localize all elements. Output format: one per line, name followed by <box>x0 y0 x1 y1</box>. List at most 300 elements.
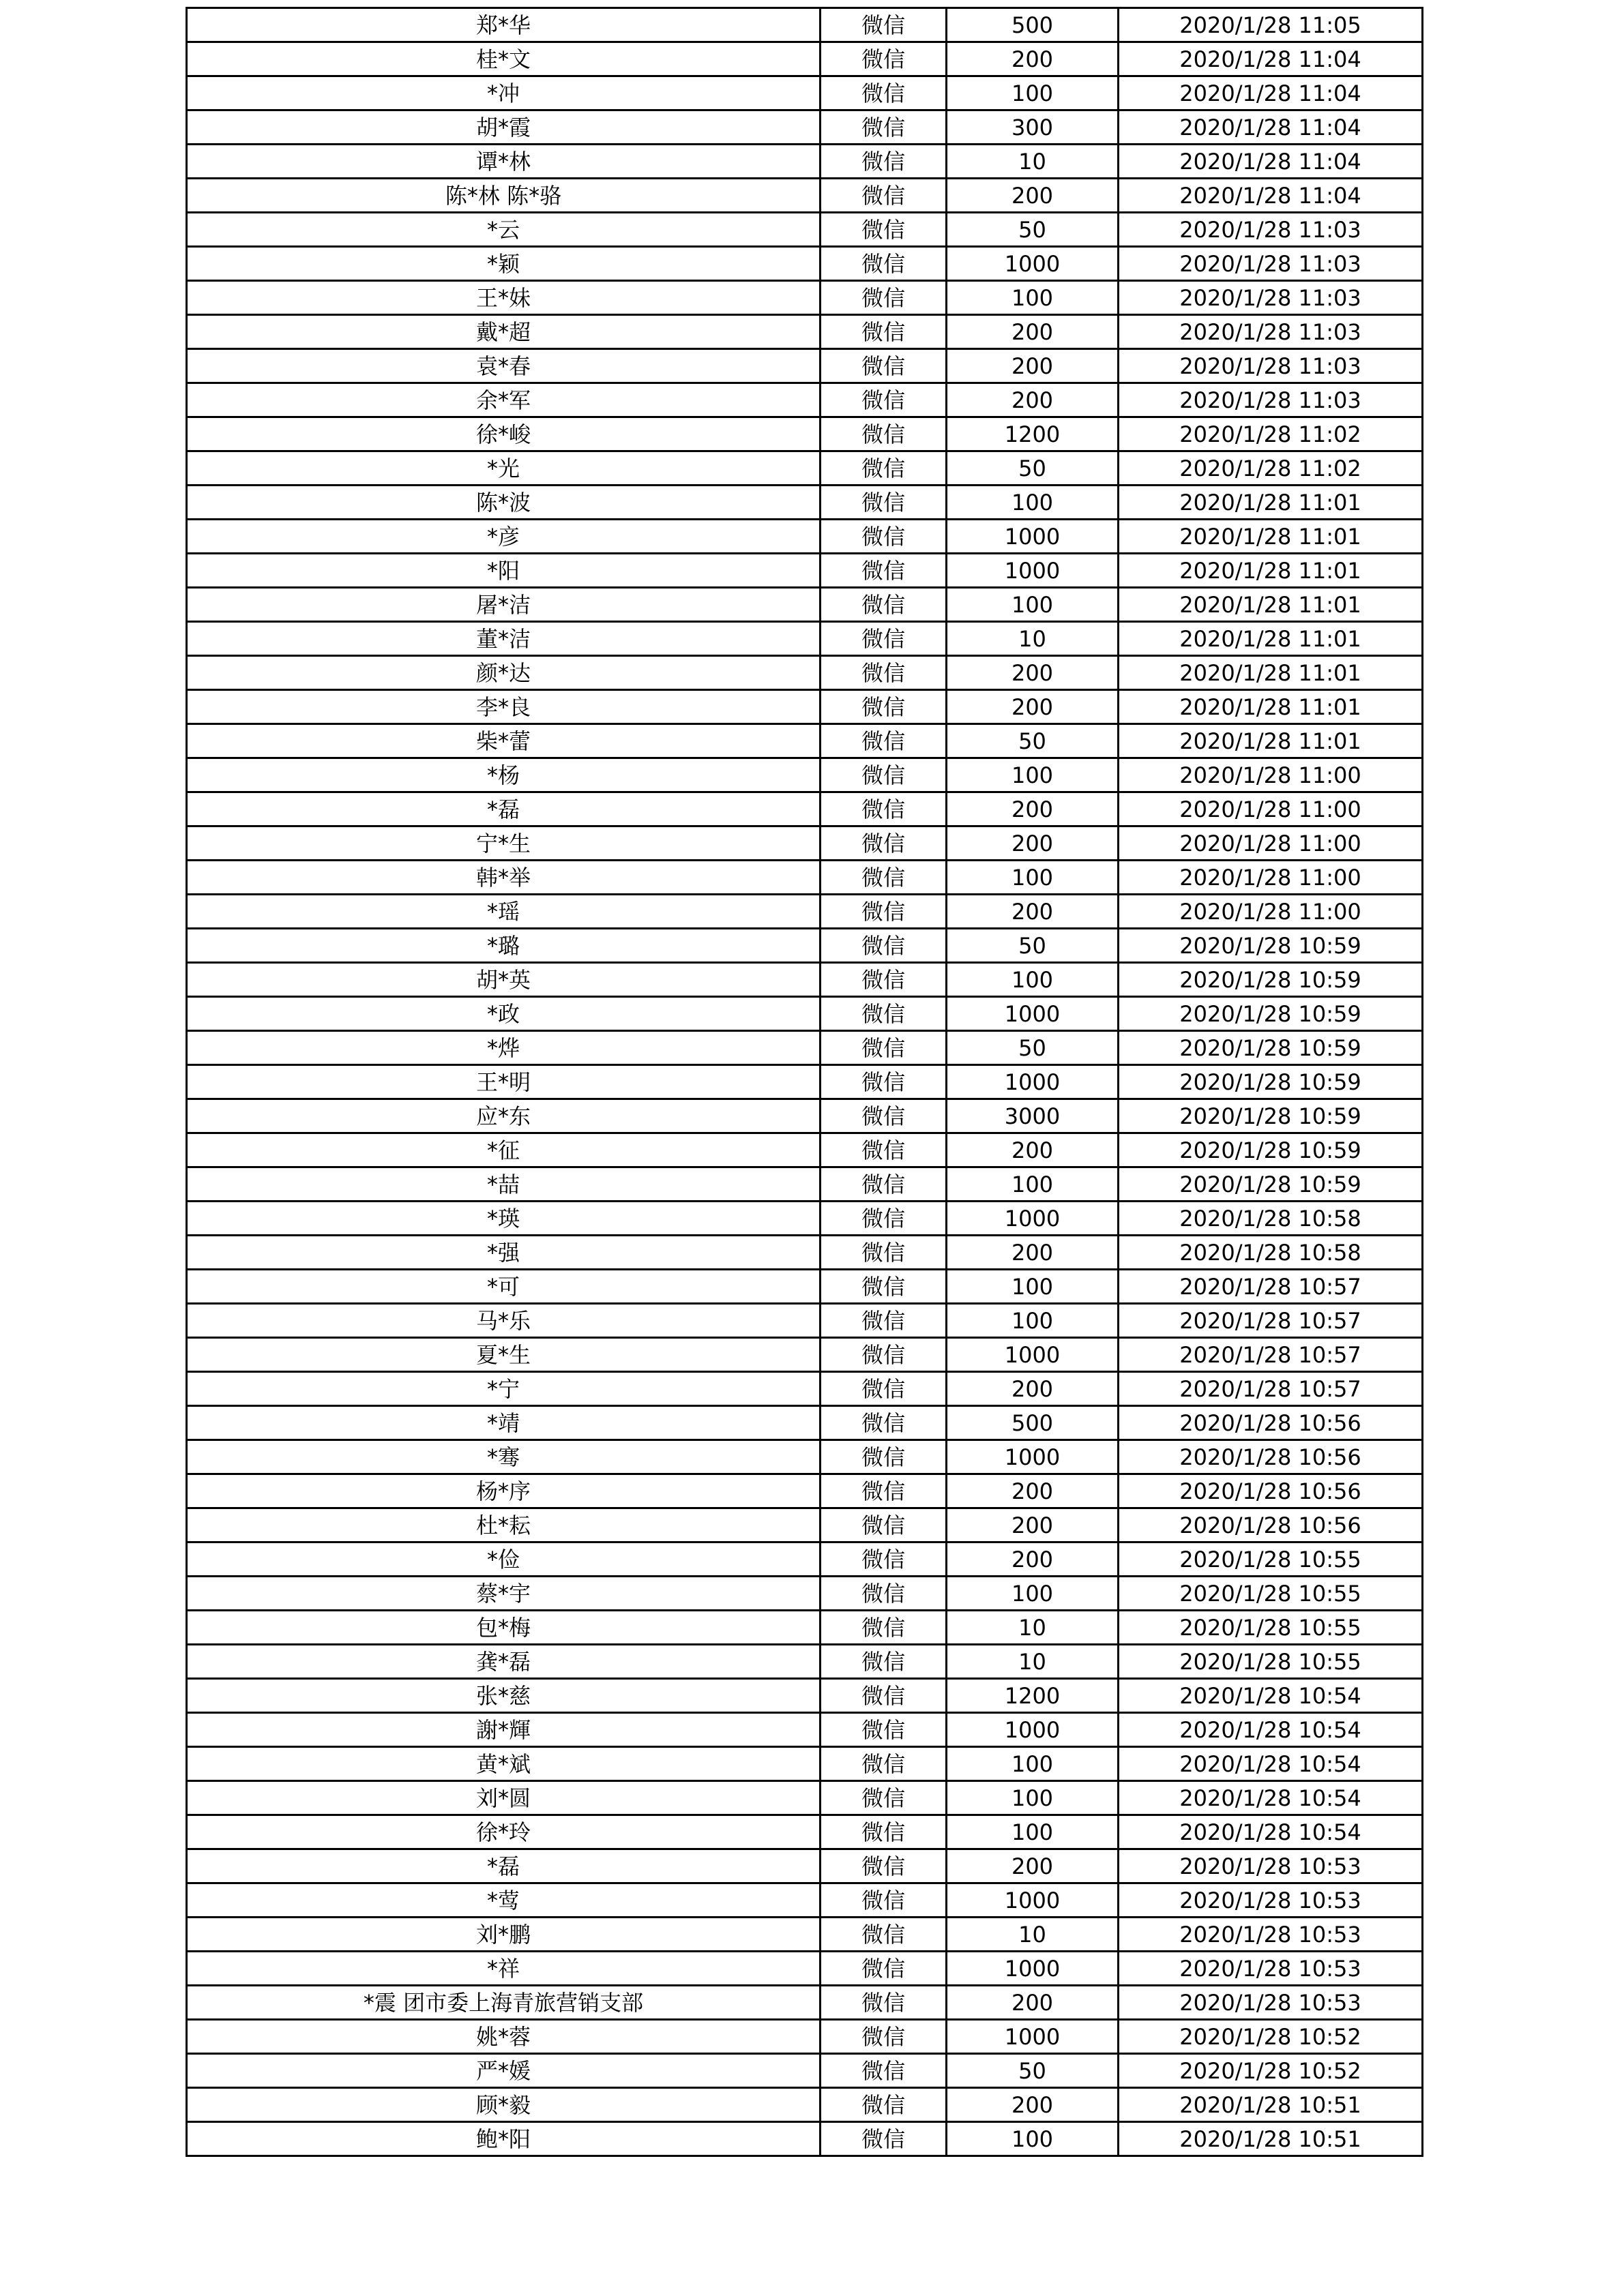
amount-cell: 200 <box>947 1542 1119 1577</box>
payment-method-cell: 微信 <box>821 2054 947 2088</box>
timestamp-cell: 2020/1/28 10:59 <box>1119 963 1423 997</box>
payment-method-cell: 微信 <box>821 42 947 76</box>
payment-method-cell: 微信 <box>821 1815 947 1849</box>
amount-cell: 200 <box>947 1133 1119 1167</box>
donor-name-cell: *磊 <box>187 1849 821 1883</box>
table-row <box>187 1508 1423 1542</box>
timestamp-cell: 2020/1/28 10:54 <box>1119 1713 1423 1747</box>
amount-cell: 200 <box>947 1236 1119 1270</box>
donor-name-cell: *光 <box>187 451 821 486</box>
amount-cell: 200 <box>947 383 1119 417</box>
amount-cell: 200 <box>947 1849 1119 1883</box>
amount-cell: 500 <box>947 8 1119 42</box>
timestamp-cell: 2020/1/28 11:03 <box>1119 247 1423 281</box>
timestamp-cell: 2020/1/28 10:56 <box>1119 1474 1423 1508</box>
donor-name-cell: 鲍*阳 <box>187 2122 821 2156</box>
timestamp-cell: 2020/1/28 10:57 <box>1119 1304 1423 1338</box>
donor-name-cell: 桂*文 <box>187 42 821 76</box>
donor-name-cell: 姚*蓉 <box>187 2020 821 2054</box>
timestamp-cell: 2020/1/28 11:03 <box>1119 281 1423 315</box>
table-row <box>187 690 1423 724</box>
table-row <box>187 281 1423 315</box>
donor-name-cell: 马*乐 <box>187 1304 821 1338</box>
table-row <box>187 1304 1423 1338</box>
timestamp-cell: 2020/1/28 10:57 <box>1119 1270 1423 1304</box>
timestamp-cell: 2020/1/28 11:02 <box>1119 451 1423 486</box>
payment-method-cell: 微信 <box>821 1781 947 1815</box>
table-row <box>187 1474 1423 1508</box>
payment-method-cell: 微信 <box>821 1713 947 1747</box>
payment-method-cell: 微信 <box>821 76 947 110</box>
donor-name-cell: 余*军 <box>187 383 821 417</box>
donor-name-cell: 张*慈 <box>187 1679 821 1713</box>
amount-cell: 100 <box>947 486 1119 520</box>
timestamp-cell: 2020/1/28 11:03 <box>1119 315 1423 349</box>
amount-cell: 10 <box>947 1918 1119 1952</box>
donor-name-cell: 韩*举 <box>187 861 821 895</box>
payment-method-cell: 微信 <box>821 690 947 724</box>
table-row <box>187 1747 1423 1781</box>
timestamp-cell: 2020/1/28 10:56 <box>1119 1508 1423 1542</box>
table-row <box>187 1031 1423 1065</box>
table-row <box>187 588 1423 622</box>
table-row <box>187 486 1423 520</box>
amount-cell: 200 <box>947 1508 1119 1542</box>
donor-name-cell: *彦 <box>187 520 821 554</box>
amount-cell: 50 <box>947 451 1119 486</box>
table-row <box>187 1236 1423 1270</box>
table-row <box>187 1679 1423 1713</box>
payment-method-cell: 微信 <box>821 1270 947 1304</box>
payment-method-cell: 微信 <box>821 1883 947 1918</box>
payment-method-cell: 微信 <box>821 758 947 792</box>
donor-name-cell: 龚*磊 <box>187 1645 821 1679</box>
table-row <box>187 1815 1423 1849</box>
table-row <box>187 1849 1423 1883</box>
amount-cell: 100 <box>947 1167 1119 1202</box>
amount-cell: 300 <box>947 110 1119 145</box>
amount-cell: 100 <box>947 76 1119 110</box>
payment-method-cell: 微信 <box>821 2020 947 2054</box>
amount-cell: 200 <box>947 1474 1119 1508</box>
donor-name-cell: 包*梅 <box>187 1611 821 1645</box>
timestamp-cell: 2020/1/28 10:59 <box>1119 929 1423 963</box>
table-row <box>187 247 1423 281</box>
table-row <box>187 110 1423 145</box>
table-row <box>187 1883 1423 1918</box>
table-row <box>187 2088 1423 2122</box>
donor-name-cell: 刘*鹏 <box>187 1918 821 1952</box>
table-row <box>187 2020 1423 2054</box>
amount-cell: 1000 <box>947 1338 1119 1372</box>
donor-name-cell: 徐*玲 <box>187 1815 821 1849</box>
payment-method-cell: 微信 <box>821 2122 947 2156</box>
timestamp-cell: 2020/1/28 11:01 <box>1119 554 1423 588</box>
timestamp-cell: 2020/1/28 11:00 <box>1119 792 1423 826</box>
payment-method-cell: 微信 <box>821 1918 947 1952</box>
donor-name-cell: 王*妹 <box>187 281 821 315</box>
payment-method-cell: 微信 <box>821 1202 947 1236</box>
timestamp-cell: 2020/1/28 11:01 <box>1119 656 1423 690</box>
table-row <box>187 2054 1423 2088</box>
timestamp-cell: 2020/1/28 10:55 <box>1119 1577 1423 1611</box>
timestamp-cell: 2020/1/28 10:55 <box>1119 1611 1423 1645</box>
payment-method-cell: 微信 <box>821 1338 947 1372</box>
timestamp-cell: 2020/1/28 11:04 <box>1119 76 1423 110</box>
payment-method-cell: 微信 <box>821 826 947 861</box>
payment-method-cell: 微信 <box>821 349 947 383</box>
payment-method-cell: 微信 <box>821 451 947 486</box>
timestamp-cell: 2020/1/28 10:59 <box>1119 1133 1423 1167</box>
donor-name-cell: *宁 <box>187 1372 821 1406</box>
payment-method-cell: 微信 <box>821 1406 947 1440</box>
donor-name-cell: 杨*序 <box>187 1474 821 1508</box>
payment-method-cell: 微信 <box>821 588 947 622</box>
table-row <box>187 997 1423 1031</box>
timestamp-cell: 2020/1/28 11:04 <box>1119 110 1423 145</box>
donor-name-cell: *阳 <box>187 554 821 588</box>
timestamp-cell: 2020/1/28 11:03 <box>1119 213 1423 247</box>
amount-cell: 200 <box>947 690 1119 724</box>
table-row <box>187 1918 1423 1952</box>
donor-name-cell: 徐*峻 <box>187 417 821 451</box>
amount-cell: 100 <box>947 1815 1119 1849</box>
amount-cell: 200 <box>947 2088 1119 2122</box>
payment-method-cell: 微信 <box>821 1952 947 1986</box>
amount-cell: 200 <box>947 895 1119 929</box>
amount-cell: 200 <box>947 792 1119 826</box>
payment-method-cell: 微信 <box>821 2088 947 2122</box>
payment-method-cell: 微信 <box>821 1747 947 1781</box>
payment-method-cell: 微信 <box>821 8 947 42</box>
payment-method-cell: 微信 <box>821 315 947 349</box>
amount-cell: 100 <box>947 1270 1119 1304</box>
timestamp-cell: 2020/1/28 10:56 <box>1119 1440 1423 1474</box>
amount-cell: 100 <box>947 861 1119 895</box>
table-row <box>187 554 1423 588</box>
donor-name-cell: 杜*耘 <box>187 1508 821 1542</box>
table-row <box>187 1542 1423 1577</box>
table-row <box>187 1611 1423 1645</box>
table-row <box>187 1338 1423 1372</box>
timestamp-cell: 2020/1/28 11:00 <box>1119 861 1423 895</box>
table-row <box>187 826 1423 861</box>
amount-cell: 10 <box>947 1611 1119 1645</box>
donor-name-cell: *杨 <box>187 758 821 792</box>
timestamp-cell: 2020/1/28 10:53 <box>1119 1883 1423 1918</box>
donor-name-cell: *烨 <box>187 1031 821 1065</box>
donor-name-cell: 屠*洁 <box>187 588 821 622</box>
donor-name-cell: *强 <box>187 1236 821 1270</box>
table-row <box>187 1713 1423 1747</box>
table-row <box>187 1645 1423 1679</box>
timestamp-cell: 2020/1/28 10:54 <box>1119 1679 1423 1713</box>
table-row <box>187 895 1423 929</box>
amount-cell: 50 <box>947 1031 1119 1065</box>
timestamp-cell: 2020/1/28 11:04 <box>1119 42 1423 76</box>
donor-name-cell: *喆 <box>187 1167 821 1202</box>
donor-name-cell: 戴*超 <box>187 315 821 349</box>
payment-method-cell: 微信 <box>821 724 947 758</box>
table-row <box>187 656 1423 690</box>
donor-name-cell: 李*良 <box>187 690 821 724</box>
timestamp-cell: 2020/1/28 11:00 <box>1119 895 1423 929</box>
table-row <box>187 1372 1423 1406</box>
amount-cell: 200 <box>947 349 1119 383</box>
amount-cell: 100 <box>947 1747 1119 1781</box>
donor-name-cell: 陈*林 陈*骆 <box>187 179 821 213</box>
table-row <box>187 622 1423 656</box>
table-row <box>187 1952 1423 1986</box>
payment-method-cell: 微信 <box>821 1031 947 1065</box>
amount-cell: 100 <box>947 2122 1119 2156</box>
payment-method-cell: 微信 <box>821 1679 947 1713</box>
donation-table-body <box>187 8 1423 2156</box>
amount-cell: 200 <box>947 315 1119 349</box>
timestamp-cell: 2020/1/28 10:51 <box>1119 2122 1423 2156</box>
table-row <box>187 861 1423 895</box>
amount-cell: 100 <box>947 1577 1119 1611</box>
timestamp-cell: 2020/1/28 10:56 <box>1119 1406 1423 1440</box>
payment-method-cell: 微信 <box>821 1167 947 1202</box>
table-row <box>187 1202 1423 1236</box>
amount-cell: 50 <box>947 2054 1119 2088</box>
payment-method-cell: 微信 <box>821 554 947 588</box>
amount-cell: 200 <box>947 656 1119 690</box>
payment-method-cell: 微信 <box>821 520 947 554</box>
donation-table <box>186 7 1423 2157</box>
donor-name-cell: *颖 <box>187 247 821 281</box>
timestamp-cell: 2020/1/28 11:01 <box>1119 724 1423 758</box>
payment-method-cell: 微信 <box>821 1474 947 1508</box>
donor-name-cell: 謝*輝 <box>187 1713 821 1747</box>
table-row <box>187 963 1423 997</box>
payment-method-cell: 微信 <box>821 895 947 929</box>
amount-cell: 1000 <box>947 1065 1119 1099</box>
donor-name-cell: 颜*达 <box>187 656 821 690</box>
table-row <box>187 179 1423 213</box>
amount-cell: 1000 <box>947 1883 1119 1918</box>
donor-name-cell: 黄*斌 <box>187 1747 821 1781</box>
timestamp-cell: 2020/1/28 10:54 <box>1119 1815 1423 1849</box>
payment-method-cell: 微信 <box>821 1304 947 1338</box>
timestamp-cell: 2020/1/28 11:01 <box>1119 486 1423 520</box>
timestamp-cell: 2020/1/28 10:58 <box>1119 1236 1423 1270</box>
donor-name-cell: *靖 <box>187 1406 821 1440</box>
timestamp-cell: 2020/1/28 10:54 <box>1119 1781 1423 1815</box>
amount-cell: 10 <box>947 145 1119 179</box>
payment-method-cell: 微信 <box>821 247 947 281</box>
table-row <box>187 1577 1423 1611</box>
timestamp-cell: 2020/1/28 10:59 <box>1119 1167 1423 1202</box>
table-row <box>187 1781 1423 1815</box>
table-row <box>187 76 1423 110</box>
timestamp-cell: 2020/1/28 11:01 <box>1119 588 1423 622</box>
payment-method-cell: 微信 <box>821 861 947 895</box>
amount-cell: 1000 <box>947 554 1119 588</box>
amount-cell: 1000 <box>947 1713 1119 1747</box>
payment-method-cell: 微信 <box>821 1645 947 1679</box>
donor-name-cell: *冲 <box>187 76 821 110</box>
amount-cell: 100 <box>947 1781 1119 1815</box>
donor-name-cell: *政 <box>187 997 821 1031</box>
timestamp-cell: 2020/1/28 11:00 <box>1119 826 1423 861</box>
table-row <box>187 2122 1423 2156</box>
payment-method-cell: 微信 <box>821 1986 947 2020</box>
timestamp-cell: 2020/1/28 10:59 <box>1119 997 1423 1031</box>
timestamp-cell: 2020/1/28 10:55 <box>1119 1645 1423 1679</box>
amount-cell: 100 <box>947 1304 1119 1338</box>
donor-name-cell: *征 <box>187 1133 821 1167</box>
timestamp-cell: 2020/1/28 11:01 <box>1119 690 1423 724</box>
table-row <box>187 315 1423 349</box>
payment-method-cell: 微信 <box>821 145 947 179</box>
timestamp-cell: 2020/1/28 11:04 <box>1119 179 1423 213</box>
table-row <box>187 349 1423 383</box>
donor-name-cell: *磊 <box>187 792 821 826</box>
amount-cell: 200 <box>947 1986 1119 2020</box>
amount-cell: 100 <box>947 588 1119 622</box>
payment-method-cell: 微信 <box>821 179 947 213</box>
timestamp-cell: 2020/1/28 10:57 <box>1119 1338 1423 1372</box>
donor-name-cell: 夏*生 <box>187 1338 821 1372</box>
timestamp-cell: 2020/1/28 10:58 <box>1119 1202 1423 1236</box>
table-row <box>187 1099 1423 1133</box>
donor-name-cell: 董*洁 <box>187 622 821 656</box>
table-row <box>187 792 1423 826</box>
payment-method-cell: 微信 <box>821 622 947 656</box>
timestamp-cell: 2020/1/28 10:53 <box>1119 1849 1423 1883</box>
payment-method-cell: 微信 <box>821 963 947 997</box>
payment-method-cell: 微信 <box>821 1849 947 1883</box>
timestamp-cell: 2020/1/28 10:54 <box>1119 1747 1423 1781</box>
table-row <box>187 213 1423 247</box>
payment-method-cell: 微信 <box>821 997 947 1031</box>
amount-cell: 1000 <box>947 1952 1119 1986</box>
amount-cell: 200 <box>947 179 1119 213</box>
payment-method-cell: 微信 <box>821 1508 947 1542</box>
table-row <box>187 1167 1423 1202</box>
timestamp-cell: 2020/1/28 10:59 <box>1119 1031 1423 1065</box>
amount-cell: 100 <box>947 963 1119 997</box>
table-row <box>187 451 1423 486</box>
amount-cell: 100 <box>947 281 1119 315</box>
timestamp-cell: 2020/1/28 11:00 <box>1119 758 1423 792</box>
payment-method-cell: 微信 <box>821 929 947 963</box>
payment-method-cell: 微信 <box>821 1440 947 1474</box>
donor-name-cell: 应*东 <box>187 1099 821 1133</box>
donor-name-cell: 顾*毅 <box>187 2088 821 2122</box>
table-row <box>187 758 1423 792</box>
donor-name-cell: 王*明 <box>187 1065 821 1099</box>
amount-cell: 10 <box>947 1645 1119 1679</box>
timestamp-cell: 2020/1/28 11:05 <box>1119 8 1423 42</box>
donor-name-cell: 袁*春 <box>187 349 821 383</box>
donor-name-cell: 胡*英 <box>187 963 821 997</box>
table-row <box>187 520 1423 554</box>
amount-cell: 50 <box>947 929 1119 963</box>
timestamp-cell: 2020/1/28 10:59 <box>1119 1099 1423 1133</box>
donor-name-cell: 谭*林 <box>187 145 821 179</box>
donor-name-cell: *璐 <box>187 929 821 963</box>
amount-cell: 3000 <box>947 1099 1119 1133</box>
donor-name-cell: *俭 <box>187 1542 821 1577</box>
payment-method-cell: 微信 <box>821 1372 947 1406</box>
amount-cell: 1000 <box>947 2020 1119 2054</box>
amount-cell: 50 <box>947 213 1119 247</box>
timestamp-cell: 2020/1/28 10:57 <box>1119 1372 1423 1406</box>
payment-method-cell: 微信 <box>821 417 947 451</box>
amount-cell: 100 <box>947 758 1119 792</box>
amount-cell: 500 <box>947 1406 1119 1440</box>
donor-name-cell: *震 团市委上海青旅营销支部 <box>187 1986 821 2020</box>
payment-method-cell: 微信 <box>821 486 947 520</box>
payment-method-cell: 微信 <box>821 281 947 315</box>
donor-name-cell: 郑*华 <box>187 8 821 42</box>
payment-method-cell: 微信 <box>821 792 947 826</box>
timestamp-cell: 2020/1/28 11:03 <box>1119 349 1423 383</box>
donor-name-cell: 蔡*宇 <box>187 1577 821 1611</box>
table-row <box>187 724 1423 758</box>
amount-cell: 200 <box>947 42 1119 76</box>
amount-cell: 50 <box>947 724 1119 758</box>
payment-method-cell: 微信 <box>821 1099 947 1133</box>
payment-method-cell: 微信 <box>821 110 947 145</box>
table-row <box>187 1986 1423 2020</box>
table-row <box>187 1133 1423 1167</box>
payment-method-cell: 微信 <box>821 1577 947 1611</box>
timestamp-cell: 2020/1/28 11:02 <box>1119 417 1423 451</box>
donor-name-cell: 胡*霞 <box>187 110 821 145</box>
table-row <box>187 417 1423 451</box>
amount-cell: 1000 <box>947 520 1119 554</box>
donor-name-cell: *瑛 <box>187 1202 821 1236</box>
table-row <box>187 1406 1423 1440</box>
payment-method-cell: 微信 <box>821 1611 947 1645</box>
table-row <box>187 145 1423 179</box>
table-row <box>187 1065 1423 1099</box>
timestamp-cell: 2020/1/28 10:53 <box>1119 1986 1423 2020</box>
payment-method-cell: 微信 <box>821 1065 947 1099</box>
table-row <box>187 42 1423 76</box>
payment-method-cell: 微信 <box>821 213 947 247</box>
donor-name-cell: *骞 <box>187 1440 821 1474</box>
amount-cell: 200 <box>947 826 1119 861</box>
donor-name-cell: 宁*生 <box>187 826 821 861</box>
timestamp-cell: 2020/1/28 11:04 <box>1119 145 1423 179</box>
donor-name-cell: *瑶 <box>187 895 821 929</box>
timestamp-cell: 2020/1/28 10:51 <box>1119 2088 1423 2122</box>
table-row <box>187 383 1423 417</box>
table-row <box>187 1270 1423 1304</box>
amount-cell: 1000 <box>947 1202 1119 1236</box>
table-row <box>187 929 1423 963</box>
payment-method-cell: 微信 <box>821 1236 947 1270</box>
timestamp-cell: 2020/1/28 10:52 <box>1119 2054 1423 2088</box>
amount-cell: 1000 <box>947 247 1119 281</box>
donor-name-cell: 刘*圆 <box>187 1781 821 1815</box>
donor-name-cell: *祥 <box>187 1952 821 1986</box>
amount-cell: 10 <box>947 622 1119 656</box>
donor-name-cell: 严*媛 <box>187 2054 821 2088</box>
table-row <box>187 1440 1423 1474</box>
amount-cell: 1000 <box>947 997 1119 1031</box>
amount-cell: 1200 <box>947 417 1119 451</box>
amount-cell: 200 <box>947 1372 1119 1406</box>
timestamp-cell: 2020/1/28 10:55 <box>1119 1542 1423 1577</box>
timestamp-cell: 2020/1/28 10:53 <box>1119 1918 1423 1952</box>
payment-method-cell: 微信 <box>821 656 947 690</box>
